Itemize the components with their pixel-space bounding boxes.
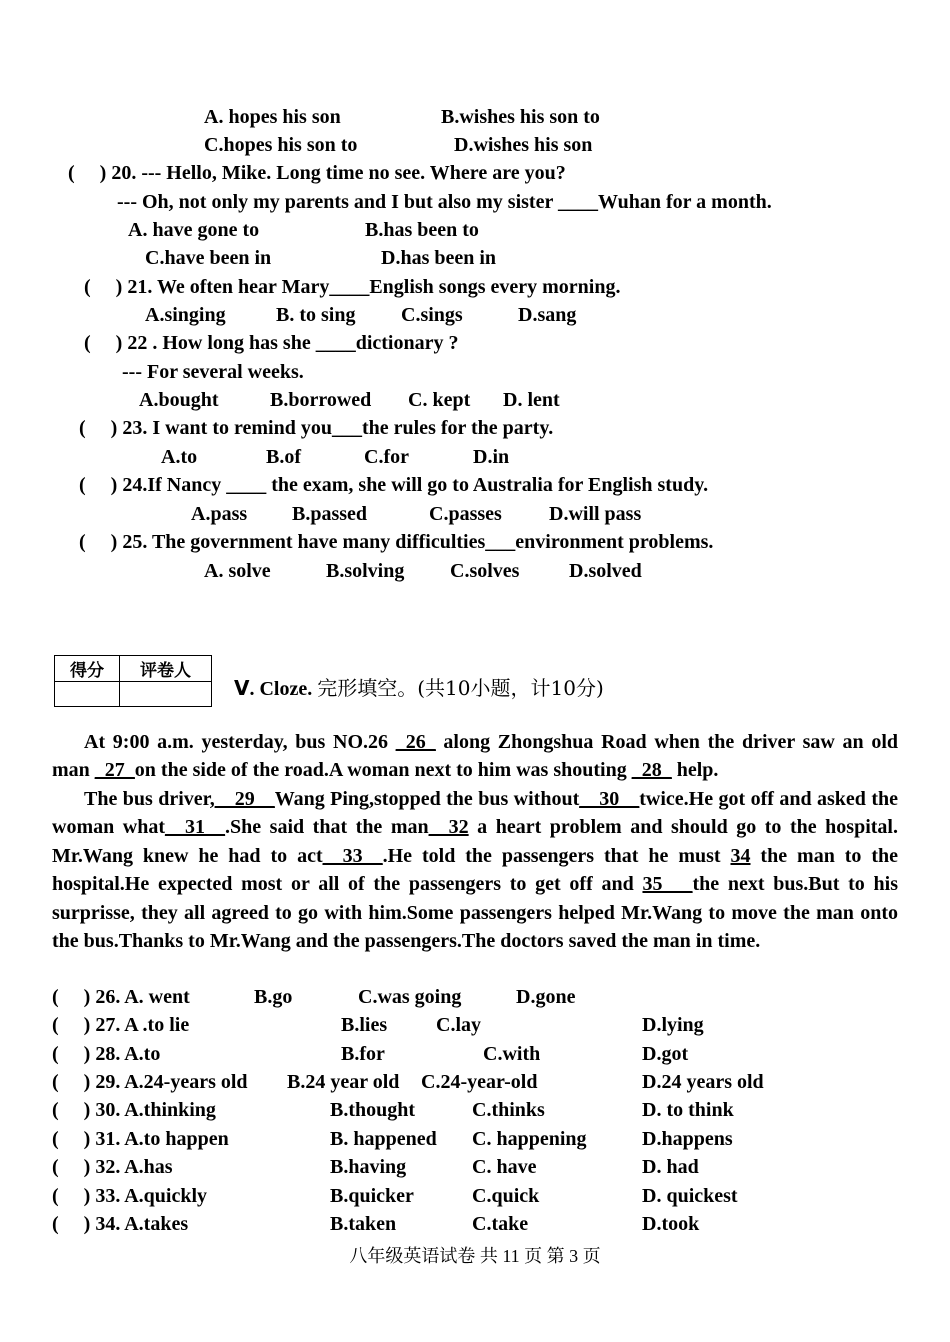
blank-34: 34 [730,844,751,867]
grader-cell [120,682,212,707]
q21-option-d: D.sang [518,304,577,326]
cloze-q34: ( ) 34. A.takes [52,1213,189,1235]
q25-option-a: A. solve [204,560,271,582]
q19-option-a: A. hopes his son [204,106,341,128]
cloze-q32-d: D. had [642,1156,699,1178]
q22-option-c: C. kept [408,389,471,411]
cloze-q27-b: B.lies [341,1014,388,1036]
cloze-q26-d: D.gone [516,986,576,1008]
q22-stem: ( ) 22 . How long has she ____dictionary ? [84,332,459,354]
q25-option-c: C.solves [450,560,520,582]
blank-32: __32 [428,816,469,839]
blank-28: _28_ [631,759,672,782]
q24-stem: ( ) 24.If Nancy ____ the exam, she will go to Australia for English study. [79,474,709,496]
cloze-q33-b: B.quicker [330,1185,414,1207]
cloze-q33-d: D. quickest [642,1185,738,1207]
cloze-q26-b: B.go [254,986,293,1008]
q19-option-c: C.hopes his son to [204,134,358,156]
q25-stem: ( ) 25. The government have many difficulties___environment problems. [79,531,714,553]
score-table [54,655,212,707]
cloze-q28: ( ) 28. A.to [52,1043,161,1065]
blank-30: __30__ [579,788,640,810]
cloze-q32: ( ) 32. A.has [52,1156,173,1178]
cloze-q28-c: C.with [483,1043,541,1065]
q24-option-a: A.pass [191,503,248,525]
blank-35: 35___ [642,873,693,896]
q24-option-c: C.passes [429,503,502,525]
q21-option-c: C.sings [401,304,463,326]
q20-option-b: B.has been to [365,219,479,241]
q19-option-d: D.wishes his son [454,134,593,156]
cloze-q27-d: D.lying [642,1014,704,1036]
cloze-q28-d: D.got [642,1043,689,1065]
cloze-q30-d: D. to think [642,1099,734,1121]
section-title-cn: 完形填空。(共10小题，计10分) [317,676,604,700]
cloze-q31-b: B. happened [330,1128,437,1150]
cloze-q31-d: D.happens [642,1128,733,1150]
q25-option-b: B.solving [326,560,405,582]
q21-stem: ( ) 21. We often hear Mary____English songs every morning. [84,276,621,298]
q21-option-a: A.singing [145,304,226,326]
cloze-q27-c: C.lay [436,1014,481,1036]
cloze-q26: ( ) 26. A. went [52,986,190,1008]
score-cell [55,682,120,707]
q23-option-d: D.in [473,446,510,468]
cloze-q30: ( ) 30. A.thinking [52,1099,216,1121]
cloze-q31: ( ) 31. A.to happen [52,1128,229,1150]
cloze-q32-b: B.having [330,1156,407,1178]
page-footer: 八年级英语试卷 共 11 页 第 3 页 [349,1246,601,1266]
blank-27: _27_ [94,759,135,782]
q23-option-b: B.of [266,446,301,468]
cloze-q29-c: C.24-year-old [421,1071,538,1093]
passage-paragraph-1: At 9:00 a.m. yesterday, bus NO.26 _26_ along Zhongshua Road when the driver saw an old man _27_on the side of the road.A woman next to him was shouting _28_ help. [52,731,898,782]
q20-option-a: A. have gone to [128,219,260,241]
blank-33: __33__ [322,844,383,867]
q23-option-a: A.to [161,446,198,468]
q23-option-c: C.for [364,446,409,468]
q25-option-d: D.solved [569,560,642,582]
q24-option-d: D.will pass [549,503,642,525]
passage-paragraph-2: The bus driver,__29__Wang Ping,stopped the bus without__30__twice.He got off and asked the woman what__31__.She said that the man__32 a heart problem and should go to the hospital. Mr.Wang knew he had to act__33__.He told the passengers that he must 34 the man to the hospital.He expected most or all of the passengers to get off and 35___the next bus.But to his surprisse, they all agreed to go with him.Some passengers helped Mr.Wang to move the man onto the bus.Thanks to Mr.Wang and the passengers.The doctors saved the man in time. [52,788,898,953]
cloze-q29-d: D.24 years old [642,1071,764,1093]
blank-26: _26_ [395,731,436,753]
blank-29: __29__ [214,788,275,810]
section-title [234,672,604,701]
cloze-q33: ( ) 33. A.quickly [52,1185,208,1207]
cloze-q31-c: C. happening [472,1128,587,1150]
q24-option-b: B.passed [292,503,368,525]
q20-reply: --- Oh, not only my parents and I but also my sister ____Wuhan for a month. [117,191,772,213]
q19-option-b: B.wishes his son to [441,106,600,128]
score-header: 得分 [55,656,120,682]
cloze-q34-c: C.take [472,1213,529,1235]
q22-option-a: A.bought [139,389,219,411]
q20-option-d: D.has been in [381,247,497,269]
cloze-q34-d: D.took [642,1213,700,1235]
cloze-q30-b: B.thought [330,1099,416,1121]
cloze-q30-c: C.thinks [472,1099,545,1121]
cloze-q27: ( ) 27. A .to lie [52,1014,190,1036]
cloze-q26-c: C.was going [358,986,462,1008]
q21-option-b: B. to sing [276,304,356,326]
q20-stem: ( ) 20. --- Hello, Mike. Long time no see. Where are you? [68,162,566,184]
q22-reply: --- For several weeks. [122,361,304,383]
cloze-q29-b: B.24 year old [287,1071,400,1093]
cloze-q34-b: B.taken [330,1213,397,1235]
cloze-q28-b: B.for [341,1043,385,1065]
blank-31: __31__ [165,816,225,839]
q22-option-d: D. lent [503,389,560,411]
q20-option-c: C.have been in [145,247,272,269]
q23-stem: ( ) 23. I want to remind you___the rules for the party. [79,417,554,439]
cloze-q32-c: C. have [472,1156,537,1178]
cloze-q29: ( ) 29. A.24-years old [52,1071,248,1093]
section-title-en: . Cloze. [249,678,318,700]
grader-header: 评卷人 [120,656,212,682]
q22-option-b: B.borrowed [270,389,372,411]
cloze-q33-c: C.quick [472,1185,540,1207]
section-number: Ⅴ [234,676,250,700]
